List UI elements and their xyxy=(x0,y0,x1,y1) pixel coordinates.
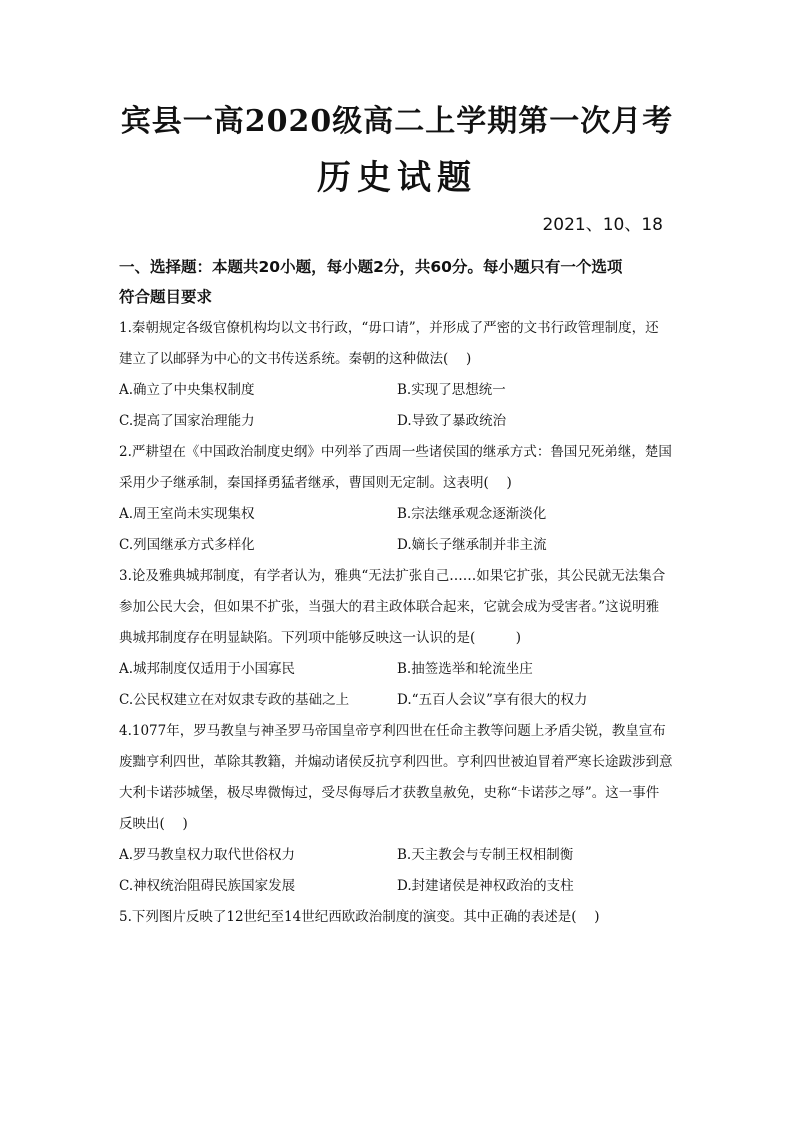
answer-option[interactable]: B.宗法继承观念逐渐淡化 xyxy=(397,506,547,522)
question-stem-line: 采用少子继承制，秦国择勇猛者继承，曹国则无定制。这表明( ) xyxy=(119,475,512,491)
answer-option[interactable]: A.城邦制度仅适用于小国寡民 xyxy=(119,661,296,677)
exam-date: 2021、10、18 xyxy=(542,215,663,235)
question-stem-line: 参加公民大会，但如果不扩张，当强大的君主政体联合起来，它就会成为受害者。”这说明雅 xyxy=(119,599,660,615)
question-stem-line: 1.秦朝规定各级官僚机构均以文书行政，“毋口请”，并形成了严密的文书行政管理制度，还 xyxy=(119,320,659,336)
answer-option[interactable]: B.实现了思想统一 xyxy=(397,382,506,398)
answer-option[interactable]: A.周王室尚未实现集权 xyxy=(119,506,255,522)
question-stem-line: 反映出( ) xyxy=(119,816,188,832)
section-heading-line: 符合题目要求 xyxy=(119,288,213,306)
answer-option[interactable]: D.导致了暴政统治 xyxy=(397,413,507,429)
question-3 xyxy=(119,561,684,716)
question-stem-line: 大利卡诺莎城堡，极尽卑微悔过，受尽侮辱后才获教皇赦免，史称“卡诺莎之辱”。这一事件 xyxy=(119,785,660,801)
option-row xyxy=(119,871,684,902)
answer-option[interactable]: D.嫡长子继承制并非主流 xyxy=(397,537,547,553)
option-row xyxy=(119,685,684,716)
question-stem-line: 3.论及雅典城邦制度，有学者认为，雅典“无法扩张自己……如果它扩张，其公民就无法集合 xyxy=(119,568,666,584)
answer-option[interactable]: D.封建诸侯是神权政治的支柱 xyxy=(397,878,574,894)
section-heading xyxy=(119,252,684,312)
question-stem-line: 5.下列图片反映了12世纪至14世纪西欧政治制度的演变。其中正确的表述是( ) xyxy=(119,909,600,925)
question-stem-line: 废黜亨利四世，革除其教籍，并煽动诸侯反抗亨利四世。亨利四世被迫冒着严寒长途跋涉到意 xyxy=(119,754,673,770)
question-2 xyxy=(119,437,684,561)
question-5 xyxy=(119,902,684,933)
answer-option[interactable]: D.“五百人会议”享有很大的权力 xyxy=(397,692,588,708)
answer-option[interactable]: A.罗马教皇权力取代世俗权力 xyxy=(119,847,296,863)
question-stem-line: 4.1077年，罗马教皇与神圣罗马帝国皇帝亨利四世在任命主教等问题上矛盾尖锐，教皇宣布 xyxy=(119,723,666,739)
question-stem-line: 典城邦制度存在明显缺陷。下列项中能够反映这一认识的是( ) xyxy=(119,630,522,646)
answer-option[interactable]: C.提高了国家治理能力 xyxy=(119,413,255,429)
question-4 xyxy=(119,716,684,902)
answer-option[interactable]: C.公民权建立在对奴隶专政的基础之上 xyxy=(119,692,350,708)
answer-option[interactable]: C.列国继承方式多样化 xyxy=(119,537,255,553)
option-row xyxy=(119,375,684,406)
exam-title: 宾县一高2020级高二上学期第一次月考 xyxy=(120,104,674,139)
option-row xyxy=(119,406,684,437)
answer-option[interactable]: C.神权统治阻碍民族国家发展 xyxy=(119,878,296,894)
question-stem-line: 建立了以邮驿为中心的文书传送系统。秦朝的这种做法( ) xyxy=(119,351,472,367)
answer-option[interactable]: B.抽签选举和轮流坐庄 xyxy=(397,661,533,677)
option-row xyxy=(119,654,684,685)
section-heading-line: 一、选择题：本题共20小题，每小题2分，共60分。每小题只有一个选项 xyxy=(119,258,623,276)
option-row xyxy=(119,530,684,561)
answer-option[interactable]: A.确立了中央集权制度 xyxy=(119,382,255,398)
option-row xyxy=(119,499,684,530)
question-list xyxy=(119,313,684,933)
option-row xyxy=(119,840,684,871)
answer-option[interactable]: B.天主教会与专制王权相制衡 xyxy=(397,847,574,863)
question-stem-line: 2.严耕望在《中国政治制度史纲》中列举了西周一些诸侯国的继承方式：鲁国兄死弟继，楚国 xyxy=(119,444,672,460)
subject-title: 历史试题 xyxy=(317,158,477,198)
question-1 xyxy=(119,313,684,437)
